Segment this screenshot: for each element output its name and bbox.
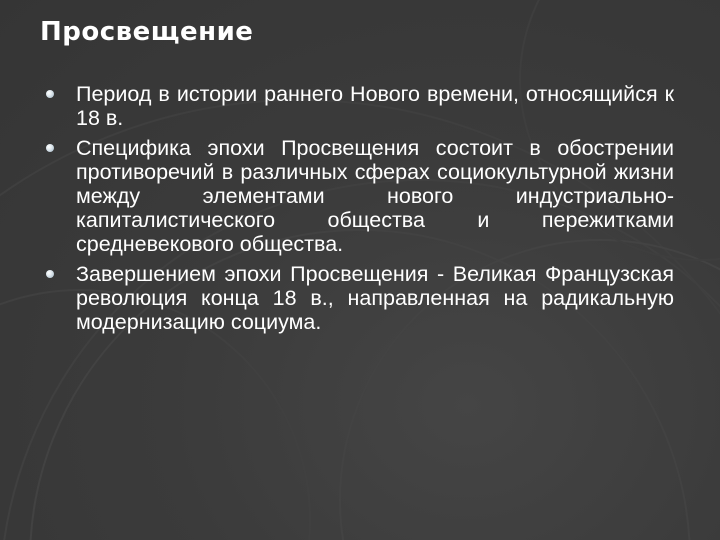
bullet-dot-icon <box>46 90 54 98</box>
bullet-list <box>44 82 674 340</box>
bullet-item <box>44 82 674 130</box>
bullet-dot-icon <box>46 144 54 152</box>
bullet-item <box>44 262 674 334</box>
slide-title: Просвещение <box>40 17 254 47</box>
bullet-text: Период в истории раннего Нового времени, относящийся к 18 в. <box>76 82 674 130</box>
bullet-text: Завершением эпохи Просвещения - Великая Французская революция конца 18 в., направленная на радикальную модернизацию социума. <box>76 262 674 334</box>
bullet-item <box>44 136 674 256</box>
bullet-dot-icon <box>46 270 54 278</box>
bullet-text: Специфика эпохи Просвещения состоит в обострении противоречий в различных сферах социокультурной жизни между элементами нового индустриально-капиталистического общества и пережитками средневекового общества. <box>76 136 674 256</box>
